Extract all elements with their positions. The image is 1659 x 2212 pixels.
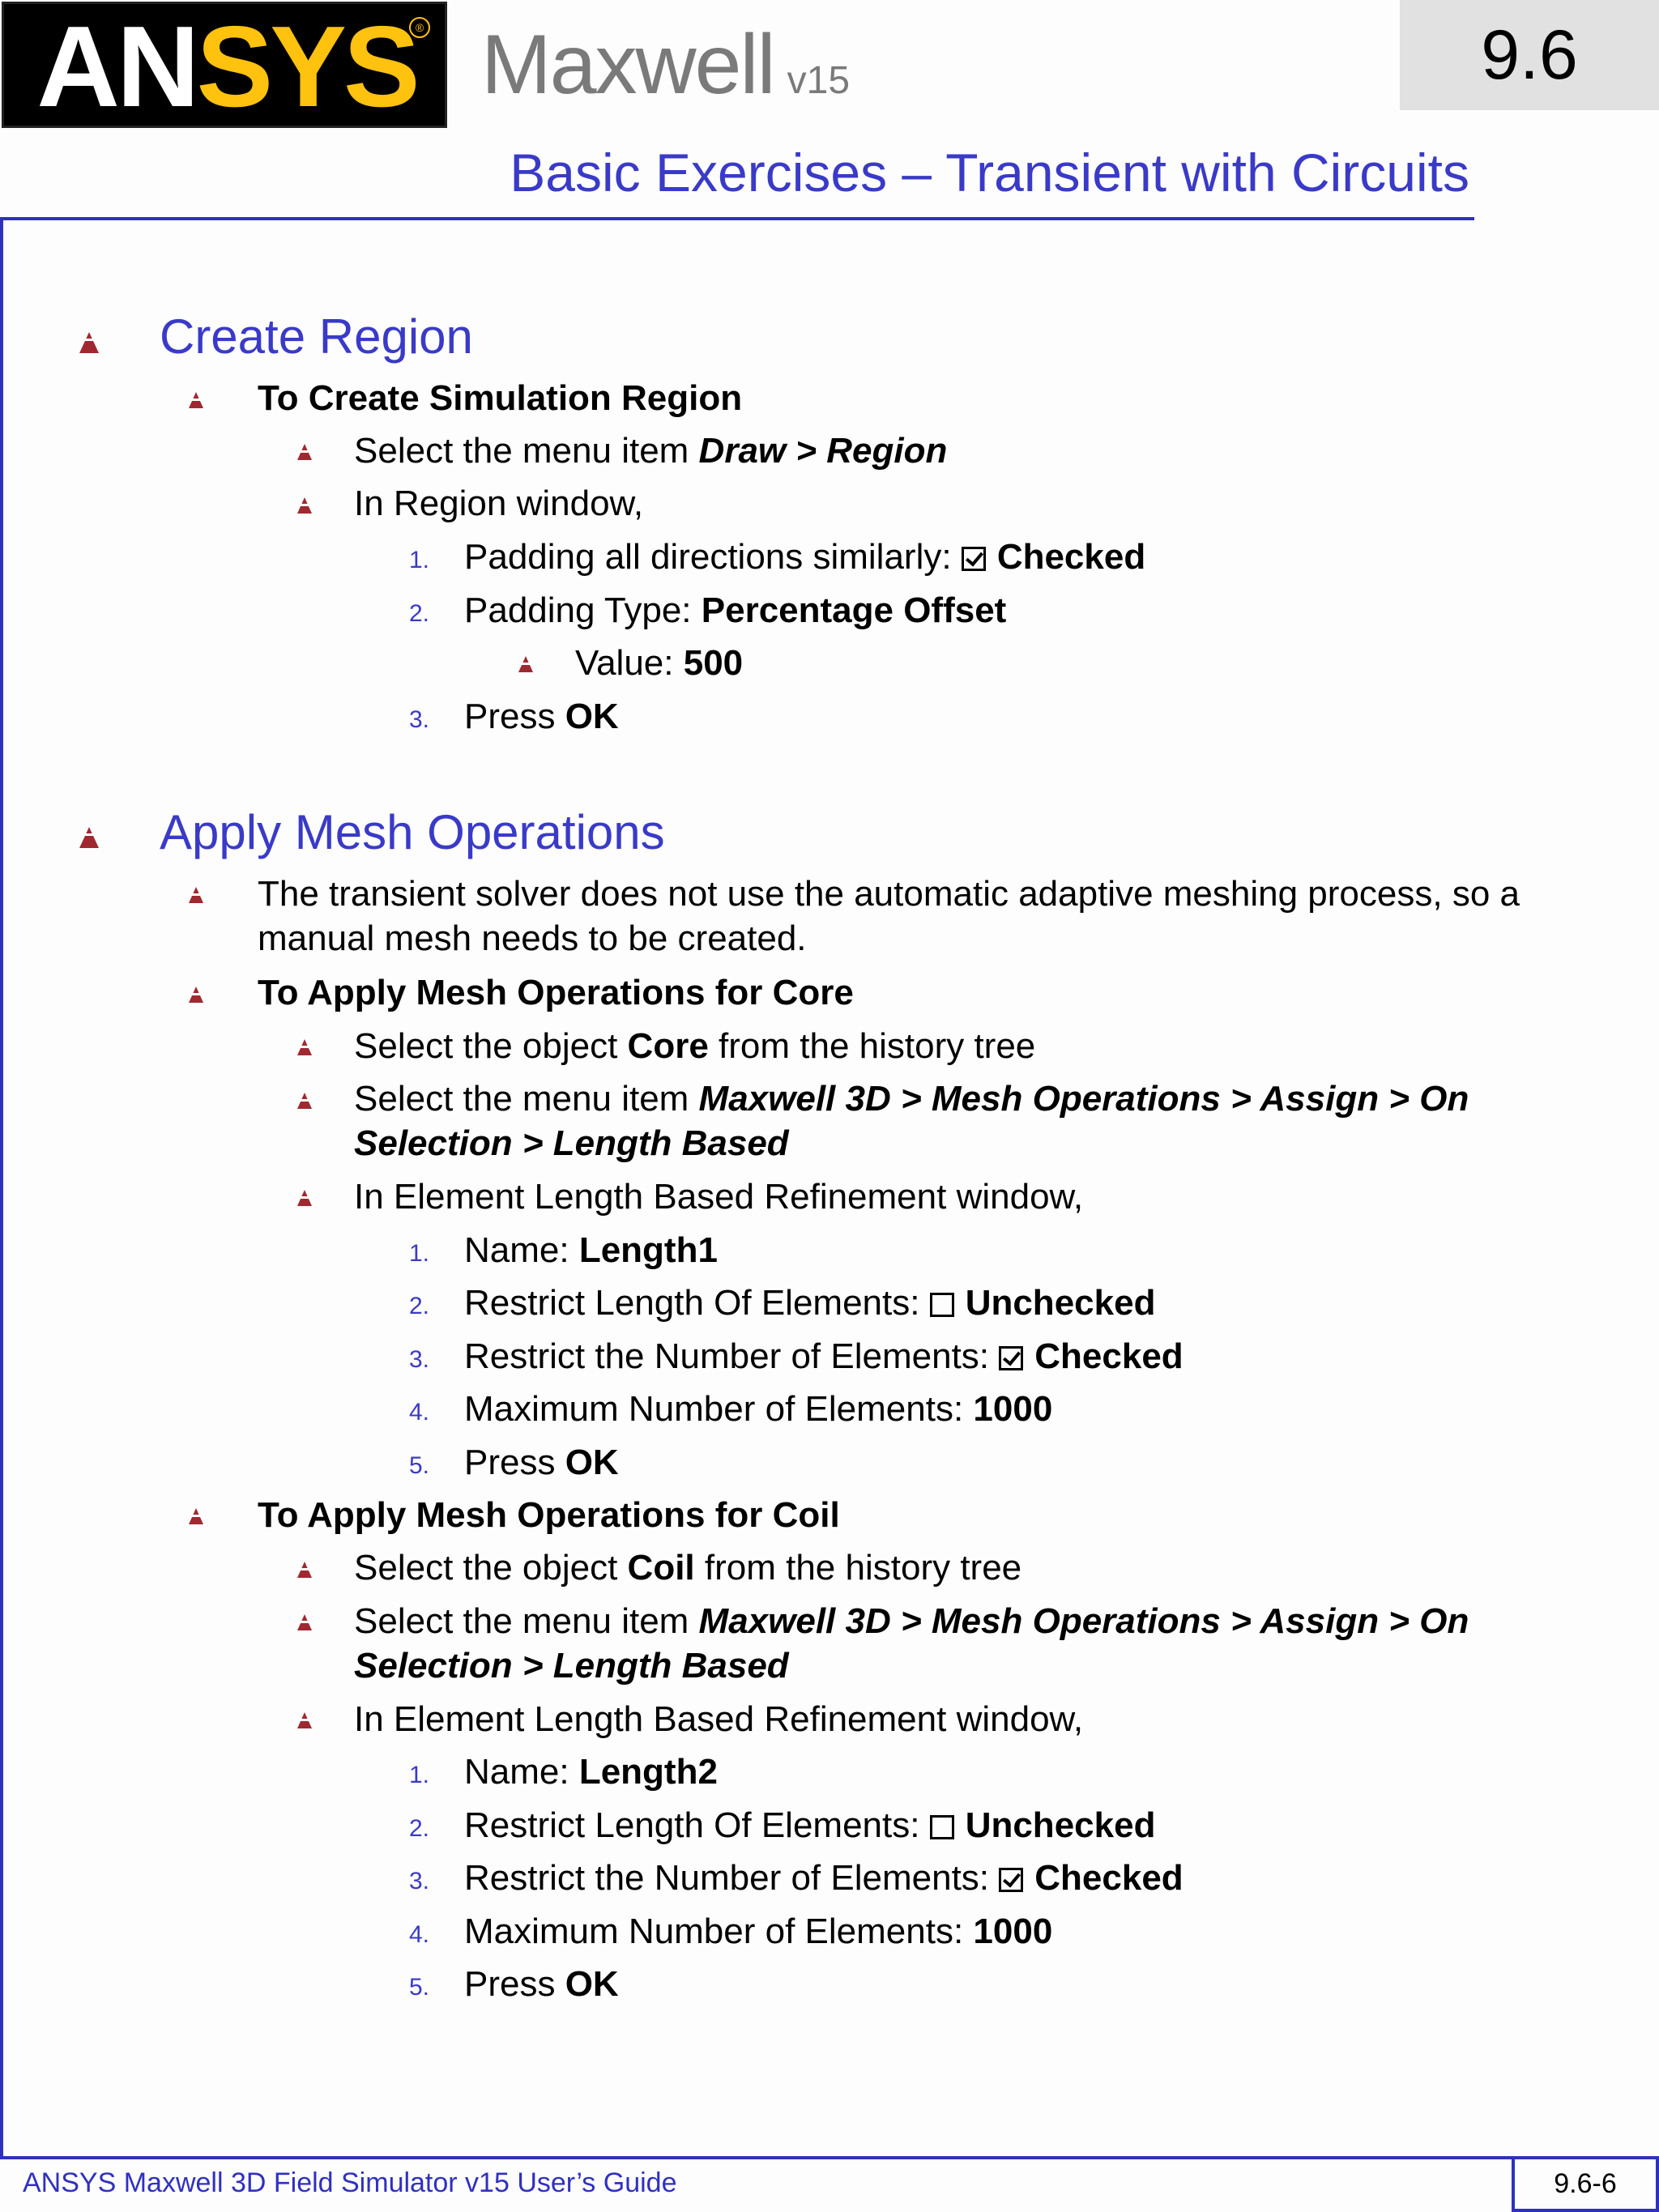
- menu-prefix: Select the menu item: [354, 431, 699, 471]
- footer-page-box: [1512, 2156, 1659, 2212]
- field-value: OK: [565, 1443, 619, 1482]
- field-value: Length1: [578, 1230, 718, 1270]
- heading-create-region: Create Region: [160, 309, 473, 364]
- section-number-box: [1400, 0, 1659, 110]
- step-core-restrict-number: [464, 1336, 1183, 1376]
- field-value: Checked: [996, 537, 1146, 577]
- step-number: 1.: [409, 1762, 430, 1788]
- field-label: Padding all directions similarly:: [464, 537, 962, 577]
- step-number: 1.: [409, 1240, 430, 1267]
- step-select-region-menu: [354, 433, 947, 469]
- step-coil-name: [464, 1754, 718, 1790]
- field-value: Checked: [1034, 1858, 1183, 1898]
- object-name: Coil: [627, 1548, 695, 1588]
- field-label: Padding Type:: [464, 590, 702, 630]
- step-select-coil: [354, 1550, 1021, 1586]
- field-value: Unchecked: [965, 1283, 1156, 1323]
- step-number: 2.: [409, 1815, 430, 1842]
- subheading-core: To Apply Mesh Operations for Core: [258, 973, 854, 1012]
- step-number: 5.: [409, 1974, 430, 2001]
- step-region-window: In Region window,: [354, 484, 644, 523]
- registered-mark-icon: ®: [409, 17, 430, 38]
- logo-text-an: AN: [36, 2, 197, 131]
- checked-box-icon: [999, 1346, 1023, 1370]
- step-core-window: In Element Length Based Refinement window,: [354, 1177, 1084, 1217]
- footer-divider: [0, 2156, 1512, 2159]
- field-value: OK: [565, 1964, 619, 2004]
- subheading-simulation-region: To Create Simulation Region: [258, 378, 743, 418]
- field-value: Length2: [578, 1752, 718, 1792]
- step-core-menu: [354, 1081, 1469, 1117]
- level4-bullet-icon: [518, 656, 533, 672]
- level1-bullet-icon: [79, 827, 99, 848]
- field-value: 1000: [973, 1389, 1053, 1429]
- level3-bullet-icon: [297, 497, 312, 514]
- footer-page-number: 9.6-6: [1554, 2168, 1617, 2199]
- menu-prefix: Select the menu item: [354, 1601, 699, 1641]
- step-number: 4.: [409, 1921, 430, 1948]
- field-label: Press: [464, 1964, 565, 2004]
- page-title: Basic Exercises – Transient with Circuits: [510, 143, 1469, 202]
- step-coil-max-elements: [464, 1914, 1052, 1950]
- step-number: 3.: [409, 1346, 430, 1373]
- level3-bullet-icon: [297, 1562, 312, 1578]
- field-value: Unchecked: [965, 1805, 1156, 1845]
- step-core-name: [464, 1230, 718, 1270]
- field-value: Checked: [1034, 1336, 1183, 1376]
- menu-path: Maxwell 3D > Mesh Operations > Assign > On: [698, 1601, 1469, 1641]
- product-version: v15: [787, 59, 851, 102]
- level3-bullet-icon: [297, 1190, 312, 1206]
- heading-apply-mesh: Apply Mesh Operations: [160, 805, 665, 859]
- text-suffix: from the history tree: [708, 1026, 1036, 1066]
- section-number: 9.6: [1481, 16, 1578, 94]
- step-core-menu-cont: Selection > Length Based: [354, 1123, 789, 1163]
- level2-bullet-icon: [189, 1508, 203, 1524]
- step-coil-menu-cont: Selection > Length Based: [354, 1646, 789, 1686]
- product-name: [481, 18, 851, 112]
- step-number: 4.: [409, 1399, 430, 1426]
- level3-bullet-icon: [297, 1712, 312, 1728]
- field-label: Restrict the Number of Elements:: [464, 1858, 1000, 1898]
- field-label: Value:: [575, 643, 684, 683]
- step-number: 2.: [409, 1293, 430, 1319]
- checked-box-icon: [999, 1868, 1023, 1892]
- step-number: 5.: [409, 1452, 430, 1479]
- field-value: 1000: [973, 1912, 1053, 1951]
- step-press-ok: [464, 699, 619, 735]
- field-value: Percentage Offset: [701, 590, 1007, 630]
- ansys-logo: [2, 2, 447, 131]
- field-label: Maximum Number of Elements:: [464, 1912, 974, 1951]
- level1-bullet-icon: [79, 332, 99, 353]
- step-padding-value: [575, 643, 744, 683]
- field-label: Press: [464, 1443, 565, 1482]
- menu-prefix: Select the menu item: [354, 1079, 699, 1119]
- step-number: 3.: [409, 706, 430, 733]
- step-core-restrict-length: [464, 1285, 1155, 1321]
- text-suffix: from the history tree: [694, 1548, 1022, 1588]
- step-number: 2.: [409, 600, 430, 627]
- field-label: Name:: [464, 1752, 579, 1792]
- step-coil-window: In Element Length Based Refinement window,: [354, 1699, 1084, 1739]
- checked-box-icon: [962, 547, 986, 571]
- level3-bullet-icon: [297, 1039, 312, 1055]
- step-padding-type: [464, 590, 1007, 630]
- field-label: Name:: [464, 1230, 579, 1270]
- step-padding-directions: [464, 539, 1145, 575]
- step-select-core: [354, 1026, 1036, 1066]
- level3-bullet-icon: [297, 1093, 312, 1109]
- logo-wordmark: [4, 4, 450, 130]
- field-label: Restrict Length Of Elements:: [464, 1283, 930, 1323]
- unchecked-box-icon: [930, 1293, 954, 1317]
- field-label: Maximum Number of Elements:: [464, 1389, 974, 1429]
- step-coil-restrict-number: [464, 1860, 1183, 1896]
- field-label: Restrict the Number of Elements:: [464, 1336, 1000, 1376]
- level3-bullet-icon: [297, 1614, 312, 1630]
- level2-bullet-icon: [189, 987, 203, 1003]
- text-prefix: Select the object: [354, 1026, 628, 1066]
- unchecked-box-icon: [930, 1815, 954, 1839]
- level2-bullet-icon: [189, 887, 203, 903]
- subheading-coil: To Apply Mesh Operations for Coil: [258, 1495, 840, 1535]
- step-coil-menu: [354, 1601, 1469, 1641]
- menu-path: Maxwell 3D > Mesh Operations > Assign > On: [698, 1079, 1469, 1119]
- mesh-intro-line1: The transient solver does not use the automatic adaptive meshing process, so a: [258, 874, 1520, 914]
- step-number: 3.: [409, 1868, 430, 1894]
- field-value: OK: [565, 697, 619, 736]
- step-core-max-elements: [464, 1389, 1053, 1429]
- text-prefix: Select the object: [354, 1548, 628, 1588]
- field-value: 500: [683, 643, 744, 683]
- level2-bullet-icon: [189, 392, 203, 408]
- object-name: Core: [627, 1026, 709, 1066]
- logo-text-sys: SYS: [196, 2, 417, 131]
- step-number: 1.: [409, 547, 430, 573]
- step-coil-restrict-length: [464, 1805, 1156, 1845]
- step-coil-press-ok: [464, 1964, 619, 2004]
- step-core-press-ok: [464, 1445, 619, 1481]
- field-label: Press: [464, 697, 565, 736]
- level3-bullet-icon: [297, 444, 312, 460]
- field-label: Restrict Length Of Elements:: [464, 1805, 930, 1845]
- product-label: Maxwell: [481, 18, 774, 112]
- menu-path: Draw > Region: [698, 431, 948, 471]
- footer-guide-title: ANSYS Maxwell 3D Field Simulator v15 User’s Guide: [23, 2167, 677, 2198]
- mesh-intro-line2: manual mesh needs to be created.: [258, 918, 807, 958]
